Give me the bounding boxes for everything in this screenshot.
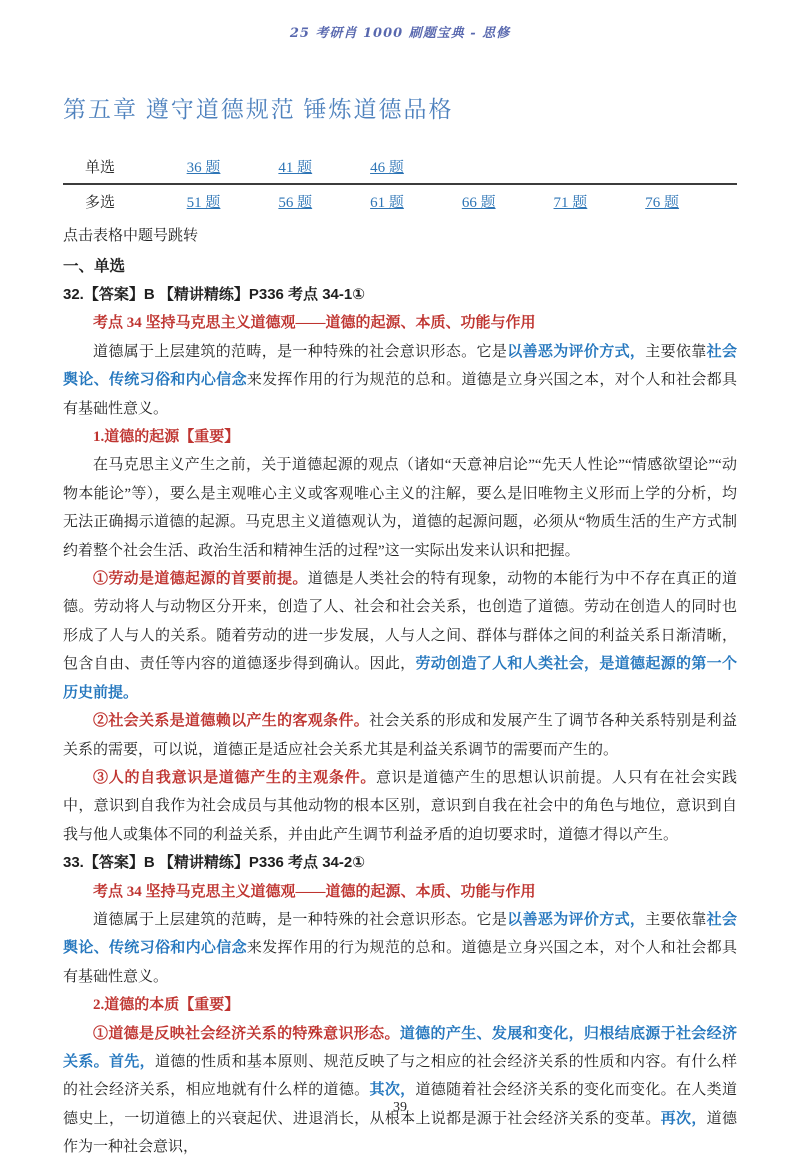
text-segment: 主要依靠 <box>645 911 707 928</box>
row-label: 单选 <box>63 150 187 184</box>
text-segment: 再次， <box>660 1110 707 1127</box>
text-segment: 道德作为一种社会意识， <box>63 1110 737 1156</box>
question-link-cell <box>554 150 646 184</box>
question-link-cell <box>187 184 279 218</box>
question-link-cell <box>370 184 462 218</box>
page-header: 25 考研肖 1000 刷题宝典 - 思修 <box>289 26 511 41</box>
text-segment: ②社会关系是道德赖以产生的客观条件。 <box>93 713 370 730</box>
text-segment: 其次， <box>369 1082 416 1099</box>
question-link-cell <box>645 150 737 184</box>
paragraph <box>63 707 737 764</box>
question-link-cell <box>645 184 737 218</box>
question-jump-link[interactable]: 76 题 <box>645 195 680 211</box>
text-segment: 以善恶为评价方式， <box>507 343 646 360</box>
text-segment: 意识是道德产生的思想认识前提。人只有在社会实践中，意识到自我作为社会成员与其他动物的根本区别，意识到自我在社会中的角色与地位，意识到自我与他人或集体不同的利益关系，并由此产生调节利益矛盾的迫切要求时，道德才得以产生。 <box>63 769 737 843</box>
row-label: 多选 <box>85 195 116 211</box>
question-answer-line <box>63 281 737 309</box>
question-link-cell <box>278 184 370 218</box>
question-jump-link[interactable]: 66 题 <box>461 195 496 211</box>
text-segment: 道德的性质和基本原则、规范反映了与之相应的社会经济关系的性质和内容。有什么样的社会经济关系，相应地就有什么样的道德。 <box>63 1053 737 1099</box>
text-segment: 道德属于上层建筑的范畴，是一种特殊的社会意识形态。它是 <box>93 911 508 928</box>
text-segment: 在马克思主义产生之前，关于道德起源的观点（诸如“天意神启论”“先天人性论”“情感欲望论”“动物本能论”等），要么是主观唯心主义或客观唯心主义的注解，要么是旧唯物主义形而上学的分析，均无法正确揭示道德的起源。马克思主义道德观认为，道德的起源问题，必须从“物质生活的生产方式制约着整个社会生活、政治生活和精神生活的过程”这一实际出发来认识和把握。 <box>63 457 737 559</box>
section-heading-single-choice: 一、单选 <box>63 258 126 275</box>
paragraph <box>63 764 737 849</box>
text-segment: 道德属于上层建筑的范畴，是一种特殊的社会意识形态。它是 <box>93 343 508 360</box>
question-jump-link[interactable]: 41 题 <box>278 160 313 176</box>
table-row <box>63 184 737 218</box>
content-blocks <box>63 281 737 1162</box>
text-segment: 考点 34 坚持马克思主义道德观——道德的起源、本质、功能与作用 <box>93 883 536 900</box>
question-link-cell <box>462 184 554 218</box>
question-jump-link[interactable]: 71 题 <box>553 195 588 211</box>
text-segment: 考点 34 坚持马克思主义道德观——道德的起源、本质、功能与作用 <box>93 315 536 332</box>
sub-heading <box>63 991 737 1019</box>
text-segment: 劳动创造了人和人类社会，是道德起源的第一个历史前提。 <box>63 656 737 701</box>
chapter-title: 第五章 遵守道德规范 锤炼道德品格 <box>63 97 454 122</box>
paragraph <box>63 906 737 991</box>
text-segment: 道德的产生、发展和变化，归根结底源于社会经济关系。 <box>63 1025 737 1070</box>
question-nav-table <box>63 150 737 218</box>
text-segment: 道德是人类社会的特有现象，动物的本能行为中不存在真正的道德。劳动将人与动物区分开来，创造了人、社会和社会关系，也创造了道德。劳动在创造人的同时也形成了人与人的关系。随着劳动的进一步发展，人与人之间、群体与群体之间的利益关系日渐清晰，包含自由、责任等内容的道德逐步得到确认。因此， <box>63 571 737 673</box>
paragraph <box>63 565 737 707</box>
text-segment: 32.【答案】B 【精讲精练】P336 考点 34-1① <box>63 286 365 303</box>
text-segment: 首先， <box>108 1053 155 1070</box>
question-link-cell <box>187 150 279 184</box>
text-segment: ①劳动是道德起源的首要前提。 <box>93 571 308 588</box>
text-segment: 社会舆论、传统习俗和内心信念 <box>63 911 737 957</box>
text-segment: ③人的自我意识是道德产生的主观条件。 <box>93 769 377 786</box>
paragraph <box>63 1020 737 1162</box>
text-segment: 33.【答案】B 【精讲精练】P336 考点 34-2① <box>63 854 365 872</box>
question-nav-table-body <box>63 150 737 218</box>
question-link-cell <box>278 150 370 184</box>
question-answer-line <box>63 849 737 877</box>
text-segment: 社会舆论、传统习俗和内心信念 <box>63 343 737 389</box>
text-segment: 1.道德的起源【重要】 <box>93 429 240 446</box>
page-number: 39 <box>393 1100 407 1115</box>
text-segment: ①道德是反映社会经济关系的特殊意识形态。 <box>93 1025 400 1042</box>
table-hint: 点击表格中题号跳转 <box>63 228 199 244</box>
question-jump-link[interactable]: 56 题 <box>278 195 313 211</box>
question-jump-link[interactable]: 61 题 <box>370 195 404 211</box>
topic-heading <box>63 309 737 337</box>
table-row <box>63 150 737 184</box>
text-segment: 2.道德的本质【重要】 <box>93 997 240 1014</box>
question-jump-link[interactable]: 51 题 <box>186 195 221 211</box>
text-segment: 来发挥作用的行为规范的总和。道德是立身兴国之本，对个人和社会都具有基础性意义。 <box>63 372 737 417</box>
topic-heading <box>63 878 737 906</box>
sub-heading <box>63 423 737 451</box>
question-jump-link[interactable]: 36 题 <box>186 160 221 176</box>
paragraph <box>63 338 737 423</box>
text-segment: 以善恶为评价方式， <box>507 911 646 928</box>
text-segment: 主要依靠 <box>645 343 707 360</box>
question-link-cell <box>554 184 646 218</box>
text-segment: 社会关系的形成和发展产生了调节各种关系特别是利益关系的需要，可以说，道德正是适应社会关系尤其是利益关系调节的需要而产生的。 <box>63 713 737 758</box>
text-segment: 道德随着社会经济关系的变化而变化。在人类道德史上，一切道德上的兴衰起伏、进退消长，从根本上说都是源于社会经济关系的变革。 <box>63 1082 737 1127</box>
question-jump-link[interactable]: 46 题 <box>370 160 404 176</box>
question-link-cell <box>370 150 462 184</box>
text-segment: 来发挥作用的行为规范的总和。道德是立身兴国之本，对个人和社会都具有基础性意义。 <box>63 940 737 985</box>
paragraph <box>63 451 737 565</box>
question-link-cell <box>462 150 554 184</box>
